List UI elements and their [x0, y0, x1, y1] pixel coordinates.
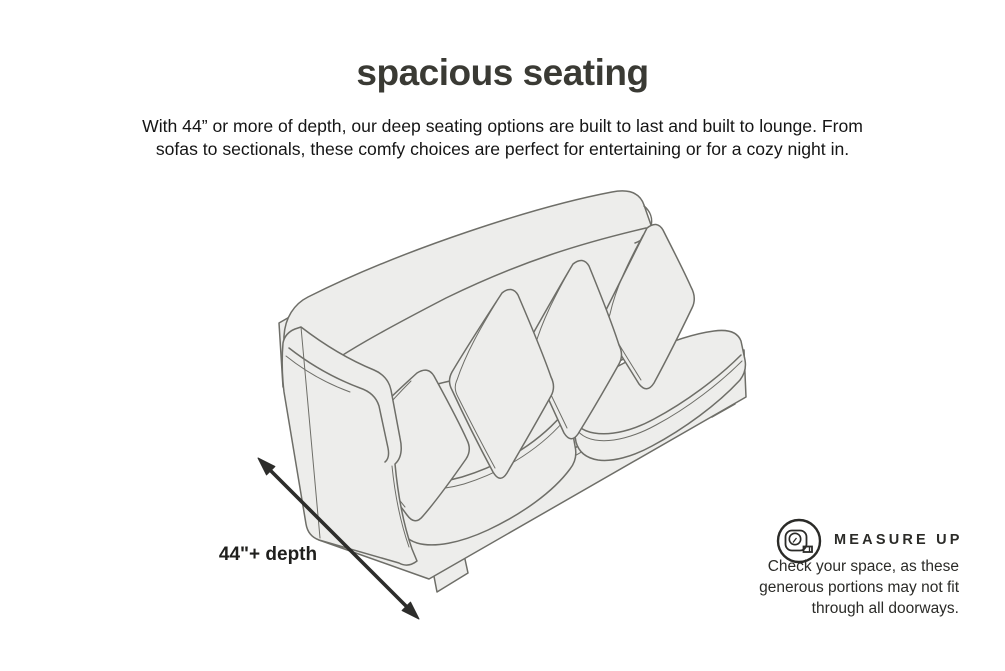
measure-up-note-line: Check your space, as these — [767, 558, 959, 575]
intro-line: With 44” or more of depth, our deep seating options are built to last and built to lounge. From — [142, 116, 863, 136]
page-title: spacious seating — [356, 52, 649, 93]
depth-label: 44"+ depth — [218, 544, 318, 565]
tape-dial-tick — [793, 538, 797, 543]
measure-up-note-line: generous portions may not fit — [759, 579, 959, 596]
measure-up-heading: MEASURE UP — [834, 532, 963, 548]
intro-line: sofas to sectionals, these comfy choices are perfect for entertaining or for a cozy night in. — [155, 139, 850, 159]
measure-up-note-line: through all doorways. — [811, 600, 959, 617]
intro-paragraph — [0, 115, 1005, 161]
measure-up-note — [735, 556, 959, 619]
